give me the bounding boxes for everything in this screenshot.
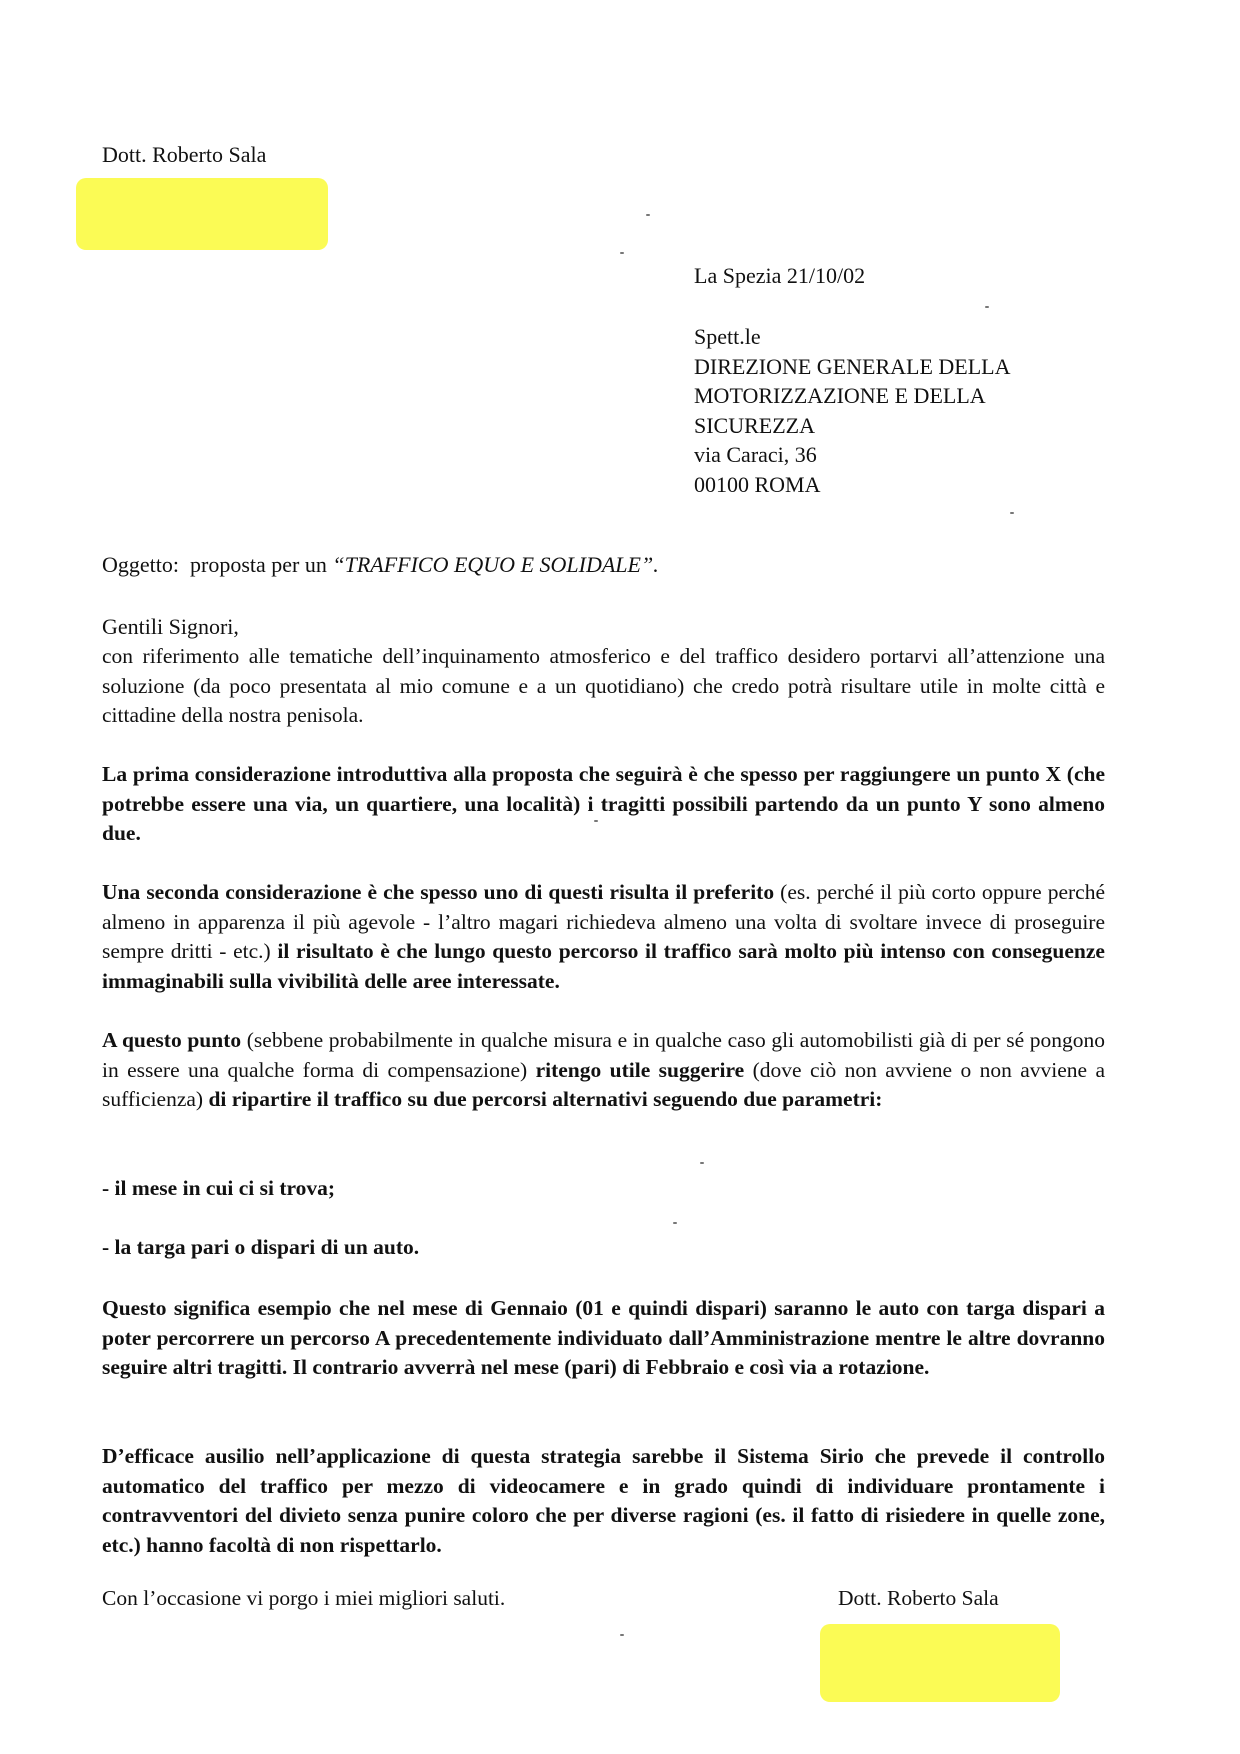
text-run-bold: A questo punto <box>102 1028 242 1052</box>
greeting: Gentili Signori, <box>102 614 239 639</box>
redacted-sender-address <box>76 178 328 250</box>
recipient-line: DIREZIONE GENERALE DELLA <box>694 353 1011 379</box>
paragraph-intro: con riferimento alle tematiche dell’inquinamento atmosferico e del traffico desidero portarvi all’attenzione una soluzione (da poco presentata al mio comune e a un quotidiano) che credo potrà risultare utile in molte città e cittadine della nostra penisola. <box>102 644 1105 727</box>
scan-speck <box>700 1162 704 1164</box>
recipient-line: MOTORIZZAZIONE E DELLA <box>694 383 986 408</box>
text-run: (es. perché il più corto oppure perché almeno in apparenza il più agevole - l’altro magari richiedeva almeno una volta di svoltare invece di proseguire sempre dritti - etc.) <box>102 880 1105 963</box>
recipient-line: 00100 ROMA <box>694 471 821 497</box>
scan-speck <box>594 820 598 822</box>
subject-text: proposta per un <box>190 552 327 577</box>
scan-speck <box>620 252 624 254</box>
subject-line <box>102 552 659 578</box>
bullet-plate: - la targa pari o dispari di un auto. <box>102 1235 420 1259</box>
sender-name: Dott. Roberto Sala <box>102 142 267 167</box>
scan-speck <box>1010 512 1014 514</box>
letter-date: La Spezia 21/10/02 <box>694 263 866 288</box>
scan-speck <box>646 214 650 216</box>
closing-line: Con l’occasione vi porgo i miei migliori saluti. <box>102 1586 506 1610</box>
text-run-bold: il risultato è che lungo questo percorso il traffico sarà molto più intenso con conseguenze immaginabili sulla vivibilità delle aree interessate. <box>102 939 1105 993</box>
text-run-bold: ritengo utile suggerire <box>535 1057 745 1082</box>
paragraph-sirio-system: D’efficace ausilio nell’applicazione di questa strategia sarebbe il Sistema Sirio che prevede il controllo automatico del traffico per mezzo di videocamere e in grado quindi di individuare prontamente i contravventori del divieto senza punire coloro che per diverse ragioni (es. il fatto di risiedere in quelle zone, etc.) hanno facoltà di non rispettarlo. <box>102 1444 1105 1557</box>
scan-speck <box>985 306 989 308</box>
redacted-signature <box>820 1624 1060 1702</box>
scan-speck <box>673 1222 677 1224</box>
recipient-line: Spett.le <box>694 324 761 349</box>
text-run: (sebbene probabilmente in qualche misura e in qualche caso gli automobilisti già di per sé pongono in essere una qualche forma di compensazione) <box>102 1028 1105 1082</box>
subject-title: “TRAFFICO EQUO E SOLIDALE”. <box>332 552 659 577</box>
paragraph-example: Questo significa esempio che nel mese di Gennaio (01 e quindi dispari) saranno le auto con targa dispari a poter percorrere un percorso A precedentemente individuato dall’Amministrazione mentre le altre dovranno seguire altri tragitti. Il contrario avverrà nel mese (pari) di Febbraio e così via a rotazione. <box>102 1296 1105 1379</box>
text-run-bold: di ripartire il traffico su due percorsi alternativi seguendo due parametri: <box>208 1087 883 1111</box>
paragraph-second-consideration <box>102 878 1105 996</box>
text-run-bold: Una seconda considerazione è che spesso uno di questi risulta il preferito <box>102 880 775 904</box>
scan-speck <box>620 1634 624 1636</box>
recipient-line: via Caraci, 36 <box>694 442 817 467</box>
bullet-month: - il mese in cui ci si trova; <box>102 1176 336 1200</box>
text-run: (dove ciò non avviene o non avviene a sufficienza) <box>102 1057 1105 1111</box>
paragraph-proposal <box>102 1026 1105 1115</box>
paragraph-first-consideration: La prima considerazione introduttiva alla proposta che seguirà è che spesso per raggiungere un punto X (che potrebbe essere una via, un quartiere, una località) i tragitti possibili partendo da un punto Y sono almeno due. <box>102 762 1105 845</box>
subject-label: Oggetto: <box>102 552 179 577</box>
recipient-line: SICUREZZA <box>694 412 815 438</box>
signature-name: Dott. Roberto Sala <box>838 1586 999 1610</box>
recipient-address <box>694 322 1011 499</box>
